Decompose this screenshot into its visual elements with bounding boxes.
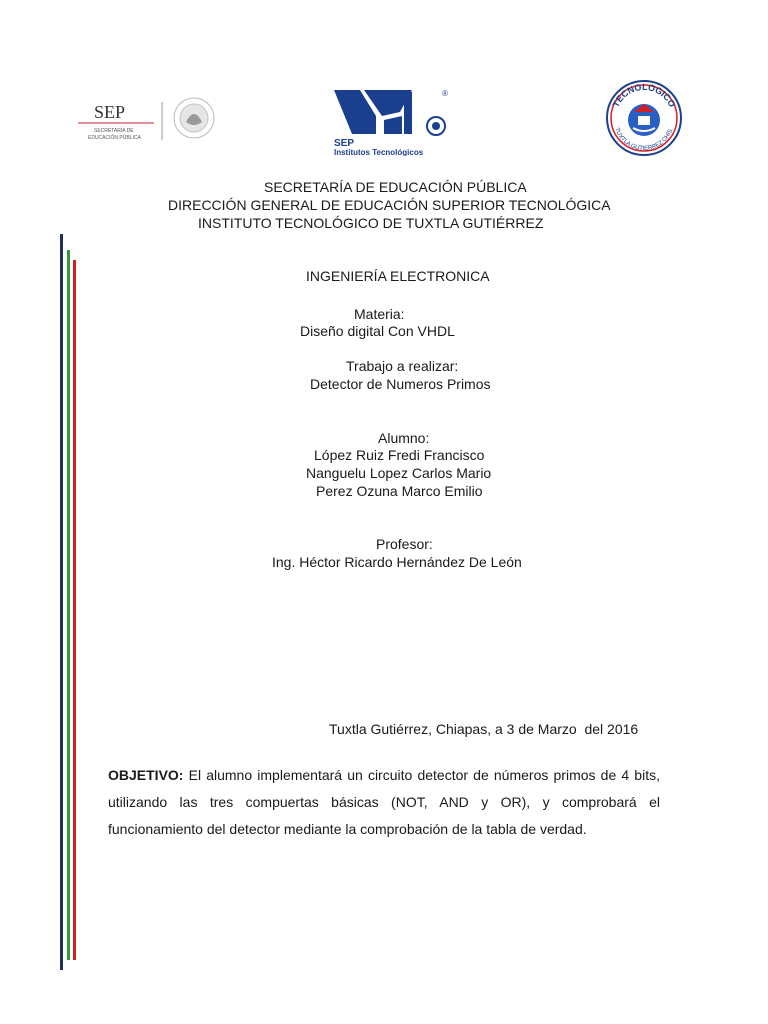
decorative-stripe-red (73, 260, 76, 960)
header-line-3: INSTITUTO TECNOLÓGICO DE TUXTLA GUTIÉRREZ (198, 215, 544, 231)
sep-logo-subtitle-2: EDUCACIÓN PÚBLICA (88, 135, 141, 141)
career-title: INGENIERÍA ELECTRONICA (306, 268, 490, 284)
decorative-stripe-blue (60, 234, 63, 970)
sep-logo-subtitle-1: SECRETARÍA DE (94, 128, 134, 134)
ittg-ring-top-text: TECNOLOGICO (610, 81, 678, 109)
header-line-2: DIRECCIÓN GENERAL DE EDUCACIÓN SUPERIOR TECNOLÓGICA (168, 197, 611, 213)
it-logo-text-2: Institutos Tecnológicos (334, 148, 424, 156)
student-name-2: Nanguelu Lopez Carlos Mario (306, 465, 492, 481)
objective-paragraph (108, 762, 660, 843)
work-value: Detector de Numeros Primos (310, 376, 491, 392)
sep-logo (74, 96, 224, 146)
subject-label: Materia: (354, 306, 405, 322)
work-label: Trabajo a realizar: (346, 358, 459, 374)
header-line-1: SECRETARÍA DE EDUCACIÓN PÚBLICA (264, 179, 527, 195)
sep-logo-text: SEP (94, 102, 126, 122)
objective-text: El alumno implementará un circuito detector de números primos de 4 bits, utilizando las tres compuertas básicas (NOT, AND y OR), y comprobará el funcionamiento del detector mediante la comprobación de la tabla de verdad. (108, 767, 660, 837)
ittg-logo (604, 78, 684, 158)
ittg-ring-bottom-text: TUXTLA GUTIERREZ CHIS. (613, 127, 675, 153)
it-logo-text-1: SEP (334, 138, 355, 149)
professor-label: Profesor: (376, 536, 433, 552)
registered-mark: ® (442, 89, 448, 98)
student-name-1: López Ruiz Fredi Francisco (314, 447, 485, 463)
professor-name: Ing. Héctor Ricardo Hernández De León (272, 554, 522, 570)
subject-value: Diseño digital Con VHDL (300, 323, 455, 339)
students-label: Alumno: (378, 430, 430, 446)
decorative-stripe-green (67, 250, 70, 960)
place-date: Tuxtla Gutiérrez, Chiapas, a 3 de Marzo del 2016 (329, 721, 639, 737)
objective-label: OBJETIVO: (108, 767, 184, 783)
student-name-3: Perez Ozuna Marco Emilio (316, 483, 483, 499)
institutos-tecnologicos-logo (330, 86, 455, 156)
